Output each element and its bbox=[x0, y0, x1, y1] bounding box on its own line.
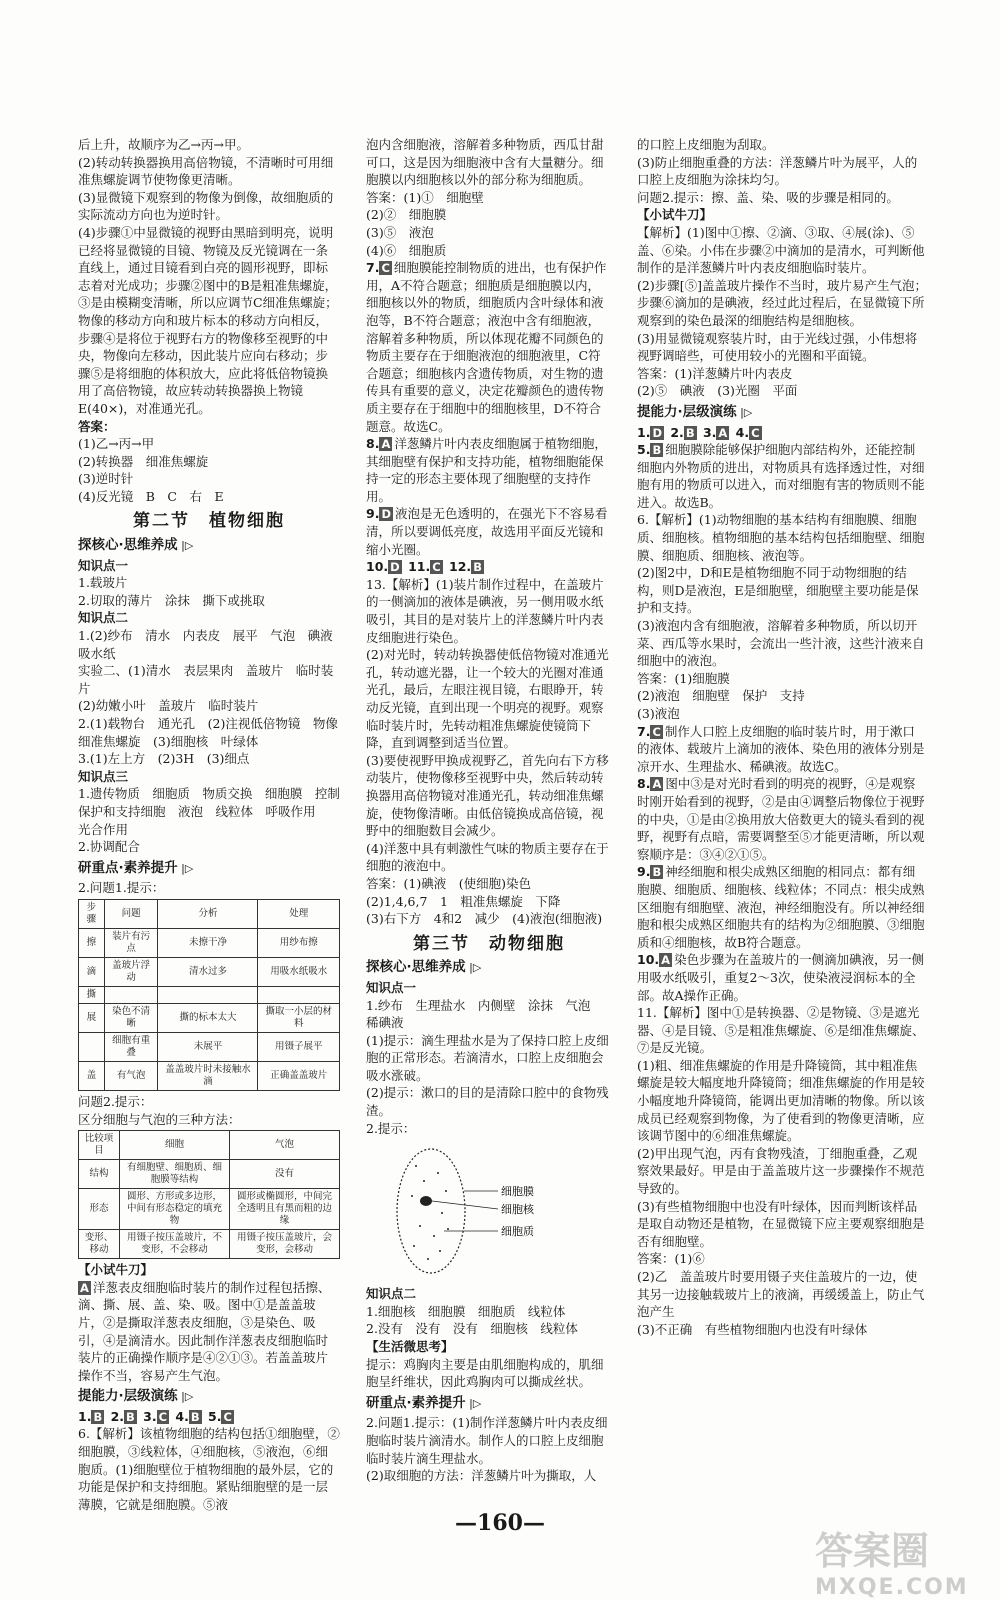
answer-line: (2)1,4,6,7 1 粗准焦螺旋 下降 bbox=[366, 893, 561, 909]
choice-answer-box: B bbox=[685, 425, 695, 440]
question-2-subtitle: 区分细胞与气泡的三种方法： bbox=[78, 1111, 241, 1127]
table-header-cell: 步骤 bbox=[79, 899, 105, 928]
table-header-cell: 分析 bbox=[158, 899, 258, 928]
question-6-part: (2)图2中，D和E是植物细胞不同于动物细胞的结构，则D是液泡，E是细胞壁，细胞壁主要功能是保护和支持。 bbox=[637, 565, 919, 616]
answer-line: 答案：(1)细胞膜 bbox=[637, 670, 730, 686]
choice-number: 4. bbox=[735, 424, 750, 440]
choice-number: 2. bbox=[670, 424, 684, 440]
choice-number: 12. bbox=[449, 559, 472, 575]
answer-line: (2)转换器 细准焦螺旋 bbox=[78, 453, 209, 469]
research-2: (2)取细胞的方法：洋葱鳞片叶为撕取，人 bbox=[366, 1468, 597, 1484]
choice-number: 3. bbox=[143, 1408, 157, 1424]
table-cell: 圆形、方形或多边形，中间有形态稳定的填充物 bbox=[120, 1189, 230, 1230]
answer-line: (3)⑤ 液泡 bbox=[366, 224, 434, 240]
research-1: 2.问题1.提示：(1)制作洋葱鳞片叶内表皮细胞临时装片滴清水。制作人的口腔上皮细胞临时装片滴生理盐水。 bbox=[366, 1415, 608, 1466]
question-7: 7. C 细胞膜能控制物质的进出，也有保护作用，A不符合题意；细胞质是细胞膜以内，细胞核以外的物质，细胞质内含叶绿体和液泡等，B不符合题意；液泡中含有细胞液，溶解着多种物质，所以体现花瓣不同颜色的物质主要存在于细胞液泡的细胞液里，C符合题意；细胞核内含遗传物质，对生物的遗传具有重要的意义，决定花瓣颜色的遗传物质主要存在于细胞中的细胞核里，D不符合题意。故选C。 bbox=[366, 260, 607, 434]
section-title-animal-cell: 第三节 动物细胞 bbox=[413, 933, 565, 954]
knowledge-point-2: 知识点二 bbox=[78, 610, 129, 626]
column-left bbox=[78, 136, 353, 1513]
bar-explore: 探核心·思维养成 |▷ bbox=[78, 537, 194, 554]
column-middle bbox=[366, 136, 612, 1485]
question-2-hint: 问题2.提示： bbox=[78, 1093, 153, 1109]
choice-answer-box: D bbox=[390, 560, 400, 575]
knowledge-item: (2)幼嫩小叶 盖玻片 临时装片 bbox=[78, 698, 259, 714]
answer-line: (2)乙 盖盖玻片时要用镊子夹住盖玻片的一边，使其另一边接触载玻片上的液滴，再缓缓盖上，防止气泡产生 bbox=[637, 1269, 925, 1320]
knowledge-item: (2)提示：漱口的目的是清除口腔中的食物残渣。 bbox=[366, 1085, 609, 1119]
table-cell bbox=[104, 986, 158, 1003]
knowledge-item: 2.提示： bbox=[366, 1120, 416, 1136]
choice-number: 2. bbox=[110, 1408, 125, 1424]
table-cell: 装片有污点 bbox=[104, 928, 158, 957]
choice-answer-box: B bbox=[93, 1409, 103, 1424]
answer-line: (2)⑤ 碘液 (3)光圈 平面 bbox=[637, 383, 798, 399]
table-cell: 有细胞壁、细胞质、细胞膜等结构 bbox=[120, 1160, 230, 1189]
choice-number: 10. bbox=[366, 559, 389, 575]
table-row bbox=[79, 1061, 340, 1090]
label-cell-membrane: 细胞膜 bbox=[501, 1185, 534, 1199]
bar-ability: 提能力·层级演练 |▷ bbox=[637, 403, 753, 420]
label-cytoplasm: 细胞质 bbox=[501, 1225, 534, 1239]
answer-line: 答案：(1)⑥ bbox=[637, 1251, 705, 1267]
table-row bbox=[79, 957, 340, 986]
paragraph: 问题2.提示：擦、盖、染、吸的步骤是相同的。 bbox=[637, 189, 899, 205]
question-11-part: 11.【解析】图中①是转换器、②是物镜、③是遮光器、④是目镜、⑤是粗准焦螺旋、⑥是细准焦螺旋、⑦是反光镜。 bbox=[637, 1005, 925, 1056]
knowledge-item: 1.细胞核 细胞膜 细胞质 线粒体 bbox=[366, 1303, 566, 1319]
question-8: 8. A 图中③是对光时看到的明亮的视野，④是观察时刚开始看到的视野，②是由④调整后物像位于视野的中央，①是由②换用放大倍数更大的镜头看到的视野，视野有点暗，需要调整至⑤才能更清晰，所以观察顺序是：③④②①⑤。 bbox=[637, 776, 925, 862]
table-row bbox=[79, 986, 340, 1003]
table-row bbox=[79, 928, 340, 957]
table-cell: 形态 bbox=[79, 1189, 120, 1230]
choice-answer-box: C bbox=[751, 425, 760, 440]
knowledge-item: 2.没有 没有 没有 细胞核 线粒体 bbox=[366, 1321, 578, 1337]
question-13-part: (2)对光时，转动转换器使低倍物镜对准通光孔，转动遮光器，让一个较大的光圈对准通光孔，最后，左眼注视目镜，右眼睁开，转动反光镜，直到出现一个明亮的视野。观察临时装片时，先转动粗准焦螺旋使镜筒下降，直到调整到适当位置。 bbox=[366, 647, 609, 751]
table-cell: 擦 bbox=[79, 928, 105, 957]
table-cell: 清水过多 bbox=[158, 957, 258, 986]
table-row bbox=[79, 1189, 340, 1230]
question-11-part: (2)甲出现气泡，丙有食物残渣，丁细胞重叠，乙观察效果最好。甲是由于盖盖玻片这一步骤操作不规范导致的。 bbox=[637, 1145, 925, 1197]
choice-answer-box: B bbox=[126, 1409, 135, 1424]
try-it-3: (3)用显微镜观察装片时，由于光线过强，小伟想将视野调暗些，可使用较小的光圈和平面镜。 bbox=[637, 330, 918, 364]
answer-line: (4)⑥ 细胞质 bbox=[366, 242, 447, 258]
question-6: 6.【解析】该植物细胞的结构包括①细胞壁，②细胞膜，③线粒体，④细胞核，⑤液泡，⑥细胞质。(1)细胞壁位于植物细胞的最外层，它的功能是保护和支持细胞。紧贴细胞壁的是一层薄膜，它就是细胞膜。⑤液 bbox=[78, 1426, 340, 1512]
choice-answers bbox=[637, 424, 927, 442]
table-cell: 用镊子按压盖玻片，不变形，不会移动 bbox=[120, 1230, 230, 1259]
table-cell bbox=[79, 1032, 105, 1061]
knowledge-item: 2.切取的薄片 涂抹 撕下或挑取 bbox=[78, 592, 265, 608]
answer-line: (2)② 细胞膜 bbox=[366, 207, 447, 223]
table-cell: 圆形或椭圆形，中间完全透明且有黑而粗的边缘 bbox=[230, 1189, 340, 1230]
table-cell: 细胞有重叠 bbox=[104, 1032, 158, 1061]
answer-label: 答案： bbox=[78, 418, 116, 434]
knowledge-point-1: 知识点一 bbox=[366, 979, 417, 995]
paragraph: 的口腔上皮细胞为刮取。 bbox=[637, 137, 775, 152]
table-row bbox=[79, 1160, 340, 1189]
table-cell: 用纱布擦 bbox=[258, 928, 340, 957]
table-row bbox=[79, 1003, 340, 1032]
table-cell: 染色不清晰 bbox=[104, 1003, 158, 1032]
choice-answer-box: B bbox=[190, 1409, 200, 1424]
choice-answers bbox=[366, 558, 612, 576]
table-cell: 滴 bbox=[79, 957, 105, 986]
choice-answer-box: A bbox=[718, 425, 728, 440]
table-cell: 盖 bbox=[79, 1061, 105, 1090]
knowledge-item: 3.(1)左上方 (2)3H (3)细点 bbox=[78, 751, 250, 767]
paragraph: (4)步骤①中显微镜的视野由黑暗到明亮，说明已经将显微镜的目镜、物镜及反光镜调在一条直线上，通过目镜看到白亮的圆形视野，即标志着对光成功；步骤②图中的B是粗准焦螺旋，③是由模糊变清晰，所以应调节C细准焦螺旋；物像的移动方向和玻片标本的移动方向相反，步骤④是将位于视野右方的物像移至视野的中央，物像向左移动，因此装片应向右移动；步骤⑤是将细胞的体积放大，应此将低倍物镜换用了高倍物镜，故应转动转换器换上物镜E(40×)，对准通光孔。 bbox=[78, 224, 338, 416]
knowledge-item: 1.纱布 生理盐水 内侧壁 涂抹 气泡 稀碘液 bbox=[366, 997, 603, 1031]
table-cell: 撕的标本太大 bbox=[158, 1003, 258, 1032]
column-right bbox=[637, 136, 927, 1338]
paragraph: (3)显微镜下观察到的物像为倒像，故细胞质的实际流动方向也为逆时针。 bbox=[78, 189, 334, 223]
question-13-part: (3)要使视野甲换成视野乙，首先向右下方移动装片，使物像移至视野中央，然后转动转换器用高倍物镜对准通光孔，转动细准焦螺旋，使物像清晰。由低倍镜换成高倍镜，视野中的细胞数目会减少。 bbox=[366, 752, 609, 839]
answer-line: (3)不正确 有些植物细胞内也没有叶绿体 bbox=[637, 1321, 868, 1337]
try-it-2: (2)步骤[⑤]盖盖玻片操作不当时，玻片易产生气泡；步骤⑥滴加的是碘液，经过此过程后，在显微镜下所观察到的染色最深的细胞结构是细胞核。 bbox=[637, 277, 927, 328]
question-13-part: 13.【解析】(1)装片制作过程中，在盖玻片的一侧滴加的液体是碘液，另一侧用吸水纸吸引，其目的是对装片上的洋葱鳞片叶内表皮细胞进行染色。 bbox=[366, 576, 604, 645]
table-cell: 盖玻片浮动 bbox=[104, 957, 158, 986]
life-think-text: 提示：鸡胸肉主要是由肌细胞构成的，肌细胞呈纤维状，因此鸡胸肉可以撕成丝状。 bbox=[366, 1356, 604, 1390]
choice-answer-box: C bbox=[223, 1409, 232, 1424]
table-steps bbox=[78, 899, 340, 1091]
table-header-cell: 问题 bbox=[104, 899, 158, 928]
table-cell: 用镊子展平 bbox=[258, 1032, 340, 1061]
table-cell-vs-bubble bbox=[78, 1130, 340, 1259]
animal-cell-diagram bbox=[376, 1141, 612, 1281]
knowledge-item: 2.协调配合 bbox=[78, 839, 140, 855]
question-5: 5. B 细胞膜除能够保护细胞内部结构外，还能控制细胞内外物质的进出，对物质具有选择透过性，对细胞有用的物质可以进入，而对细胞有害的物质则不能进入。故选B。 bbox=[637, 442, 925, 510]
paragraph: (2)转动转换器换用高倍物镜，不清晰时可用细准焦螺旋调节使物像更清晰。 bbox=[78, 154, 334, 188]
question-7: 7. C 制作人口腔上皮细胞的临时装片时，用于漱口的液体、载玻片上滴加的液体、染色用的液体分别是凉开水、生理盐水、稀碘液。故选C。 bbox=[637, 723, 925, 774]
choice-number: 11. bbox=[408, 559, 431, 575]
table-cell: 有气泡 bbox=[104, 1061, 158, 1090]
watermark-url: MXQE.COM bbox=[815, 1575, 969, 1600]
choice-number: 4. bbox=[175, 1408, 189, 1424]
label-nucleus: 细胞核 bbox=[501, 1203, 534, 1217]
table-header-cell: 比较项目 bbox=[79, 1131, 120, 1160]
choice-answer-box: D bbox=[652, 425, 662, 440]
try-it-heading: 【小试牛刀】 bbox=[78, 1262, 154, 1278]
section-title-plant-cell: 第二节 植物细胞 bbox=[133, 511, 285, 532]
page-number: —160— bbox=[455, 1510, 545, 1536]
watermark-text: 答案圈 bbox=[815, 1529, 930, 1573]
table-cell: 正确盖盖玻片 bbox=[258, 1061, 340, 1090]
table-cell: 结构 bbox=[79, 1160, 120, 1189]
table-cell: 未展平 bbox=[158, 1032, 258, 1061]
answer-line: (2)液泡 细胞壁 保护 支持 bbox=[637, 688, 805, 704]
choice-answer-box: C bbox=[432, 560, 441, 575]
answer-box: A bbox=[80, 1280, 89, 1295]
bar-research: 研重点·素养提升 |▷ bbox=[78, 859, 194, 876]
question-11-part: (1)粗、细准焦螺旋的作用是升降镜筒，其中粗准焦螺旋是较大幅度地升降镜筒；细准焦螺旋的作用是较小幅度地升降镜筒，能调出更加清晰的物像。所以该成员已经观察到物像，为了使看到的物像更清晰，应该调节图中的⑥细准焦螺旋。 bbox=[637, 1057, 925, 1144]
knowledge-point-2: 知识点二 bbox=[366, 1286, 417, 1302]
answer-line: (3)逆时针 bbox=[78, 471, 134, 487]
watermark-logo bbox=[815, 1520, 985, 1600]
knowledge-point-3: 知识点三 bbox=[78, 768, 129, 784]
question-6-part: (3)液泡内含有细胞液，溶解着多种物质，所以切开菜、西瓜等水果时，会流出一些汁液，这些汁液来自细胞中的液泡。 bbox=[637, 618, 925, 669]
table-header-cell: 气泡 bbox=[230, 1131, 340, 1160]
table-cell: 撕 bbox=[79, 986, 105, 1003]
question-11-part: (3)有些植物细胞中也没有叶绿体，因而判断该样品是取自动物还是植物，在显微镜下应主要观察细胞是否有细胞壁。 bbox=[637, 1198, 925, 1249]
bar-research: 研重点·素养提升 |▷ bbox=[366, 1394, 482, 1411]
knowledge-point-1: 知识点一 bbox=[78, 557, 129, 573]
question-10: 10. A 染色步骤为在盖玻片的一侧滴加碘液，另一侧用吸水纸吸引，重复2～3次，使染液浸润标本的全部。故A操作正确。 bbox=[637, 952, 925, 1003]
knowledge-item: 1.遗传物质 细胞质 物质交换 细胞膜 控制 保护和支持细胞 液泡 线粒体 呼吸作用 光合作用 bbox=[78, 786, 353, 837]
table-row bbox=[79, 1230, 340, 1259]
paragraph: 泡内含细胞液，溶解着多种物质，西瓜甘甜可口，这是因为细胞液中含有大量糖分。细胞膜以内细胞核以外的部分称为细胞质。 bbox=[366, 137, 604, 188]
table-cell: 用镊子按压盖玻片，会变形，会移动 bbox=[230, 1230, 340, 1259]
answer-line: (4)反光镜 B C 右 E bbox=[78, 488, 224, 504]
table-cell bbox=[158, 986, 258, 1003]
table-header-cell: 处理 bbox=[258, 899, 340, 928]
bar-explore: 探核心·思维养成 |▷ bbox=[366, 959, 482, 976]
table-header-cell: 细胞 bbox=[120, 1131, 230, 1160]
life-think-heading: 【生活微思考】 bbox=[366, 1339, 454, 1355]
table-cell: 盖盖玻片时未接触水滴 bbox=[158, 1061, 258, 1090]
choice-number: 5. bbox=[208, 1408, 222, 1424]
table-cell: 展 bbox=[79, 1003, 105, 1032]
table-row bbox=[79, 1032, 340, 1061]
question-1-hint: 2.问题1.提示： bbox=[78, 880, 165, 896]
question-6-part: 6.【解析】(1)动物细胞的基本结构有细胞膜、细胞质、细胞核。植物细胞的基本结构包括细胞壁、细胞膜、细胞质、细胞核、液泡等。 bbox=[637, 512, 925, 563]
knowledge-item: 2.(1)载物台 通光孔 (2)注视低倍物镜 物像 细准焦螺旋 (3)细胞核 叶绿体 bbox=[78, 716, 351, 749]
table-cell: 用吸水纸吸水 bbox=[258, 957, 340, 986]
bar-ability: 提能力·层级演练 |▷ bbox=[78, 1388, 194, 1405]
answer-line: 答案：(1)碘液 (使细胞)染色 bbox=[366, 875, 531, 891]
question-13-part: (4)洋葱中具有刺激性气味的物质主要存在于细胞的液泡中。 bbox=[366, 840, 609, 874]
try-it-1: 【解析】(1)图中①擦、②滴、③取、④展(涂)、⑤盖、⑥染。小伟在步骤②中滴加的是清水，可判断他制作的是洋葱鳞片叶内表皮细胞临时装片。 bbox=[637, 224, 925, 276]
paragraph: (3)防止细胞重叠的方法：洋葱鳞片叶为展平，人的口腔上皮细胞为涂抹均匀。 bbox=[637, 154, 918, 188]
choice-answer-box: C bbox=[158, 1409, 168, 1424]
knowledge-item: 实验二、(1)清水 表层果肉 盖玻片 临时装片 bbox=[78, 663, 334, 696]
table-cell: 没有 bbox=[230, 1160, 340, 1189]
try-it-heading: 【小试牛刀】 bbox=[637, 207, 713, 223]
answer-line: (3)液泡 bbox=[637, 706, 680, 721]
knowledge-item: 1.(2)纱布 清水 内表皮 展平 气泡 碘液 吸水纸 bbox=[78, 628, 346, 661]
animal-cell-figure bbox=[376, 1141, 596, 1281]
question-9: 9. D 液泡是无色透明的，在强光下不容易看清，所以要调低亮度，故选用平面反光镜和缩小光圈。 bbox=[366, 506, 608, 557]
answer-line: 答案：(1)洋葱鳞片叶内表皮 bbox=[637, 365, 793, 381]
choice-number: 1. bbox=[78, 1408, 92, 1424]
knowledge-item: 1.载玻片 bbox=[78, 575, 128, 591]
choice-answer-box: B bbox=[473, 560, 482, 575]
table-cell: 未擦干净 bbox=[158, 928, 258, 957]
question-9: 9. B 神经细胞和根尖成熟区细胞的相同点：都有细胞膜、细胞质、细胞核、线粒体；不同点：根尖成熟区细胞有细胞壁、液泡，神经细胞没有。所以神经细胞和根尖成熟区细胞共有的结构为②细胞膜、③细胞质和④细胞核，故B符合题意。 bbox=[637, 864, 925, 950]
knowledge-item: (1)提示：滴生理盐水是为了保持口腔上皮细胞的正常形态。若滴清水，口腔上皮细胞会吸水涨破。 bbox=[366, 1032, 609, 1083]
table-cell: 变形、移动 bbox=[79, 1230, 120, 1259]
answer-line: (3)右下方 4和2 减少 (4)液泡(细胞液) bbox=[366, 911, 603, 927]
answer-line: 答案：(1)① 细胞壁 bbox=[366, 189, 484, 205]
choice-answers bbox=[78, 1408, 340, 1426]
table-cell: 撕取一小层的材料 bbox=[258, 1003, 340, 1032]
paragraph: 后上升，故顺序为乙→丙→甲。 bbox=[78, 137, 249, 152]
table-cell bbox=[258, 986, 340, 1003]
answer-line: (1)乙→丙→甲 bbox=[78, 436, 155, 452]
choice-number: 3. bbox=[702, 424, 717, 440]
choice-number: 1. bbox=[637, 424, 651, 440]
question-8: 8. A 洋葱鳞片叶内表皮细胞属于植物细胞，其细胞壁有保护和支持功能，植物细胞能保持一定的形态主要体现了细胞壁的支持作用。 bbox=[366, 436, 607, 504]
try-it-text: A 洋葱表皮细胞临时装片的制作过程包括擦、滴、撕、展、盖、染、吸。图中①是盖盖玻片，②是撕取洋葱表皮细胞，③是染色、吸引，④是滴清水。因此制作洋葱表皮细胞临时装片的正确操作顺序是④②①③。若盖盖玻片操作不当，容易产生气泡。 bbox=[78, 1279, 331, 1383]
